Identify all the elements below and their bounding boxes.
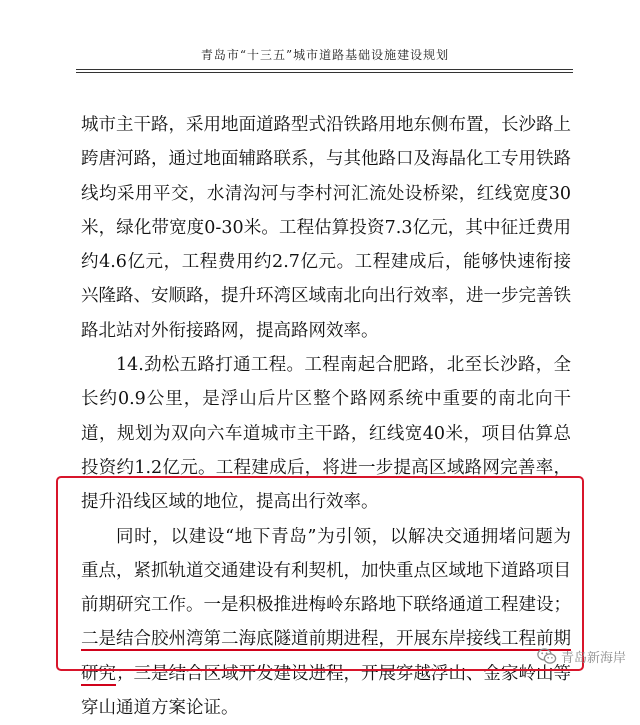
watermark-label: 青岛新海岸 — [560, 651, 626, 666]
paragraph-underground-qingdao — [81, 520, 571, 725]
wechat-icon — [537, 648, 557, 665]
item-heading: 14.劲松五路打通工程。 — [116, 355, 305, 376]
item-text: 工程南起合肥路，北至长沙路，全长约0.9公里，是浮山后片区整个路网系统中重要的南北向干道，规划为双向六车道城市主干路，红线宽40米，项目估算总投资约1.2亿元。工程建成后，将进一步提高区域路网完善率，提升沿线区域的地位，提高出行效率。 — [81, 355, 571, 513]
paragraph-jinsong-road — [81, 348, 571, 519]
underlined-text: 二是结合胶州湾第二海底隧道前期进程，开展东岸接线工程前期研究 — [81, 629, 571, 684]
document-body — [81, 108, 571, 725]
paragraph-road-continuation: 城市主干路，采用地面道路型式沿铁路用地东侧布置，长沙路上跨唐河路，通过地面辅路联系，与其他路口及海晶化工专用铁路线均采用平交，水清沟河与李村河汇流处设桥梁，红线宽度30米，绿化带宽度0-30米。工程估算投资7.3亿元，其中征迁费用约4.6亿元，工程费用约2.7亿元。工程建成后，能够快速衔接兴隆路、安顺路，提升环湾区域南北向出行效率，进一步完善铁路北站对外衔接路网，提高路网效率。 — [81, 115, 571, 341]
highlight-text-before: 同时，以建设“地下青岛”为引领，以解决交通拥堵问题为重点，紧抓轨道交通建设有利契机，加快重点区域地下道路项目前期研究工作。一是积极推进梅岭东路地下联络通道工程建设； — [81, 526, 571, 616]
highlight-text-after: ；三是结合区域开发建设进程，开展穿越浮山、金家岭山等穿山通道方案论证。 — [81, 663, 571, 719]
page-header-title: 青岛市“十三五”城市道路基础设施建设规划 — [200, 48, 450, 62]
header-rule-top — [76, 69, 573, 70]
header-rule-bottom — [76, 72, 573, 73]
watermark — [537, 647, 626, 666]
